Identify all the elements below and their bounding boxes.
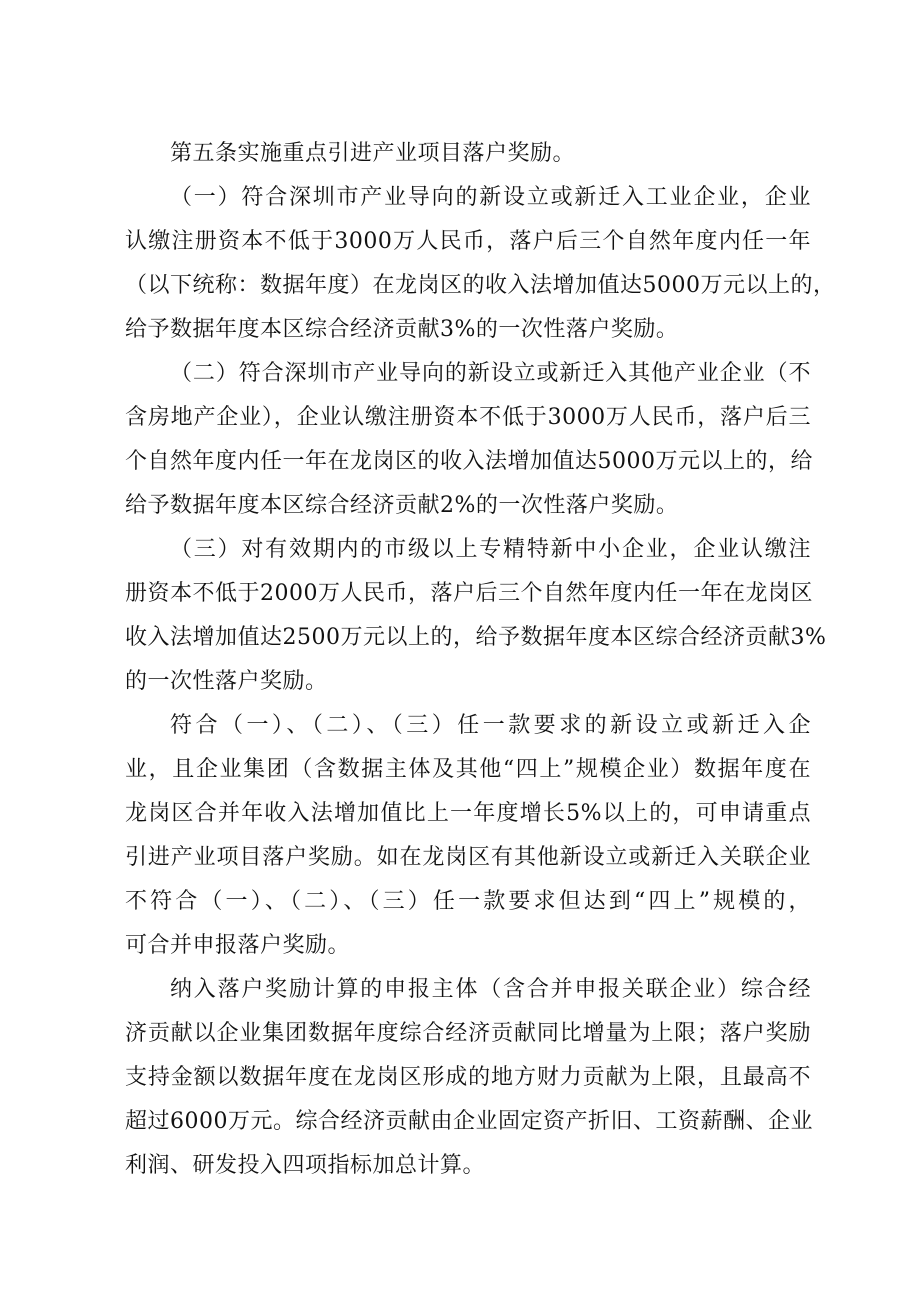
paragraph-line: 给予数据年度本区综合经济贡献2%的一次性落户奖励。 <box>125 493 679 518</box>
paragraph-line: （以下统称：数据年度）在龙岗区的收入法增加值达5000万元以上的， <box>125 273 836 298</box>
paragraph-line: 不符合（一）、（二）、（三）任一款要求但达到“四上”规模的， <box>125 889 811 914</box>
paragraph-line: 认缴注册资本不低于3000万人民币，落户后三个自然年度内任一年 <box>125 229 811 254</box>
paragraph-line: 册资本不低于2000万人民币，落户后三个自然年度内任一年在龙岗区 <box>125 581 813 606</box>
paragraph-line: 龙岗区合并年收入法增加值比上一年度增长5%以上的，可申请重点 <box>125 801 811 826</box>
paragraph-line: 超过6000万元。综合经济贡献由企业固定资产折旧、工资薪酬、企业 <box>125 1109 813 1134</box>
paragraph-line: 利润、研发投入四项指标加总计算。 <box>125 1153 486 1178</box>
paragraph-line: 收入法增加值达2500万元以上的，给予数据年度本区综合经济贡献3% <box>125 625 827 650</box>
paragraph-line: 业，且企业集团（含数据主体及其他“四上”规模企业）数据年度在 <box>125 757 811 782</box>
paragraph-line: 的一次性落户奖励。 <box>125 669 328 694</box>
paragraph-line: 符合（一）、（二）、（三）任一款要求的新设立或新迁入企 <box>170 713 811 738</box>
paragraph-line: 给予数据年度本区综合经济贡献3%的一次性落户奖励。 <box>125 317 679 342</box>
article-heading: 第五条实施重点引进产业项目落户奖励。 <box>170 141 576 166</box>
paragraph-line: 纳入落户奖励计算的申报主体（含合并申报关联企业）综合经 <box>170 977 811 1002</box>
paragraph-line: （三）对有效期内的市级以上专精特新中小企业，企业认缴注 <box>170 537 811 562</box>
paragraph-line: 引进产业项目落户奖励。如在龙岗区有其他新设立或新迁入关联企业 <box>125 845 811 870</box>
paragraph-line: 支持金额以数据年度在龙岗区形成的地方财力贡献为上限，且最高不 <box>125 1065 811 1090</box>
paragraph-line: 可合并申报落户奖励。 <box>125 933 351 958</box>
paragraph-line: 含房地产企业），企业认缴注册资本不低于3000万人民币，落户后三 <box>125 405 811 430</box>
paragraph-line: （一）符合深圳市产业导向的新设立或新迁入工业企业，企业 <box>170 185 811 210</box>
paragraph-line: 个自然年度内任一年在龙岗区的收入法增加值达5000万元以上的，给 <box>125 449 813 474</box>
paragraph-line: 济贡献以企业集团数据年度综合经济贡献同比增量为上限；落户奖励 <box>125 1021 811 1046</box>
paragraph-line: （二）符合深圳市产业导向的新设立或新迁入其他产业企业（不 <box>170 361 811 386</box>
